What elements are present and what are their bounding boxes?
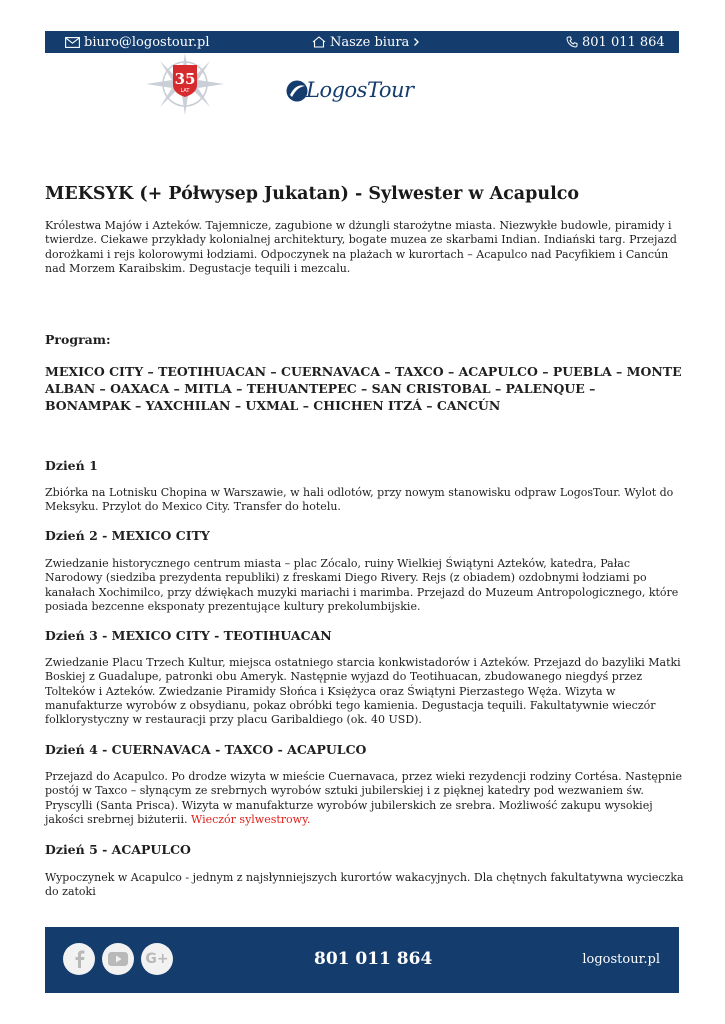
envelope-icon: [65, 37, 80, 48]
email-text: biuro@logostour.pl: [84, 34, 210, 50]
day-4-text: [45, 770, 685, 827]
email-link[interactable]: [65, 35, 210, 50]
program-label: Program:: [45, 332, 111, 347]
day-4-body: Przejazd do Acapulco. Po drodze wizyta w mieście Cuernavaca, przez wieki rezydencji rodziny Cortésa. Następnie postój w Taxco – słynącym ze srebrnych wyrobów sztuki jubilerskiej i z pięknej katedry pod wezwaniem św. Pryscylli (Santa Prisca). Wizyta w manufakturze wyrobów jubilerskich ze srebra. Możliwość zakupu wysokiej jakości srebrnej biżuterii.: [45, 770, 683, 826]
day-5-text: Wypoczynek w Acapulco - jednym z najsłynniejszych kurortów wakacyjnych. Dla chętnych fakultatywna wycieczka do zatoki: [45, 871, 684, 899]
anniversary-35-logo: [146, 53, 224, 115]
day-5-title: Dzień 5 - ACAPULCO: [45, 842, 191, 857]
google-plus-icon[interactable]: G+: [141, 943, 173, 975]
logostour-emblem-icon: [286, 80, 308, 102]
offices-link[interactable]: [312, 35, 420, 50]
offices-label: Nasze biura: [330, 34, 410, 50]
anniversary-number: 35: [174, 70, 196, 88]
youtube-icon[interactable]: [102, 943, 134, 975]
footer-bar: [45, 927, 679, 993]
intro-paragraph: Królestwa Majów i Azteków. Tajemnicze, zagubione w dżungli starożytne miasta. Niezwykłe budowle, piramidy i twierdze. Ciekawe przykłady kolonialnej architektury, bogate muzea ze skarbami Indian. Indiański targ. Przejazd dorożkami i rejs kolorowymi łodziami. Odpoczynek na plażach w kurortach – Acapulco nad Pacyfikiem i Cancún nad Morzem Karaibskim. Degustacje tequili i mezcalu.: [45, 219, 677, 275]
anniversary-word: LAT: [180, 88, 190, 94]
page-title: MEKSYK (+ Półwysep Jukatan) - Sylwester w Acapulco: [45, 184, 580, 204]
day-2-text: Zwiedzanie historycznego centrum miasta – plac Zócalo, ruiny Wielkiej Świątyni Azteków, katedra, Pałac Narodowy (siedziba prezydenta republiki) z freskami Diego Rivery. Rejs (z obiadem) ozdobnymi łodziami po kanałach Xochimilco, przy dźwiękach muzyki mariachi i marimba. Przejazd do Muzeum Antropologicznego, które posiada bezcenne eksponaty prezentujące kultury prekolumbijskie.: [45, 557, 679, 613]
phone-link[interactable]: [566, 35, 665, 50]
day-4-title: Dzień 4 - CUERNAVACA - TAXCO - ACAPULCO: [45, 742, 367, 757]
logostour-logo[interactable]: [286, 76, 414, 116]
footer-website-link[interactable]: logostour.pl: [582, 952, 660, 967]
day-3-text: Zwiedzanie Placu Trzech Kultur, miejsca ostatniego starcia konkwistadorów i Azteków. Przejazd do bazyliki Matki Boskiej z Guadalupe, patronki obu Ameryk. Następnie wyjazd do Teotihuacan, zbudowanego niegdyś przez Tolteków i Azteków. Zwiedzanie Piramidy Słońca i Księżyca oraz Świątyni Pierzastego Węża. Wizyta w manufakturze wyrobów z obsydianu, pokaz obróbki tego kamienia. Degustacja tequili. Fakultatywnie wieczór folklorystyczny w restauracji przy placu Garibaldiego (ok. 40 USD).: [45, 656, 681, 727]
day-1-text: Zbiórka na Lotnisku Chopina w Warszawie, w hali odlotów, przy nowym stanowisku odpraw LogosTour. Wylot do Meksyku. Przylot do Mexico City. Transfer do hotelu.: [45, 486, 674, 514]
footer-phone[interactable]: 801 011 864: [314, 949, 433, 969]
route-summary: MEXICO CITY – TEOTIHUACAN – CUERNAVACA – TAXCO – ACAPULCO – PUEBLA – MONTE ALBAN – OAXACA – MITLA – TEHUANTEPEC – SAN CRISTOBAL – PALENQUE – BONAMPAK – YAXCHILAN – UXMAL – CHICHEN ITZÁ – CANCÚN: [45, 364, 682, 414]
home-icon: [312, 36, 326, 48]
top-contact-bar: [45, 31, 679, 53]
day-2-title: Dzień 2 - MEXICO CITY: [45, 528, 210, 543]
new-year-eve-highlight: Wieczór sylwestrowy.: [190, 812, 311, 826]
phone-text: 801 011 864: [582, 34, 665, 50]
day-3-title: Dzień 3 - MEXICO CITY - TEOTIHUACAN: [45, 628, 332, 643]
phone-icon: [566, 36, 578, 48]
brand-name: LogosTour: [306, 78, 414, 102]
chevron-right-icon: [413, 37, 420, 47]
day-1-title: Dzień 1: [45, 458, 98, 473]
facebook-icon[interactable]: [63, 943, 95, 975]
